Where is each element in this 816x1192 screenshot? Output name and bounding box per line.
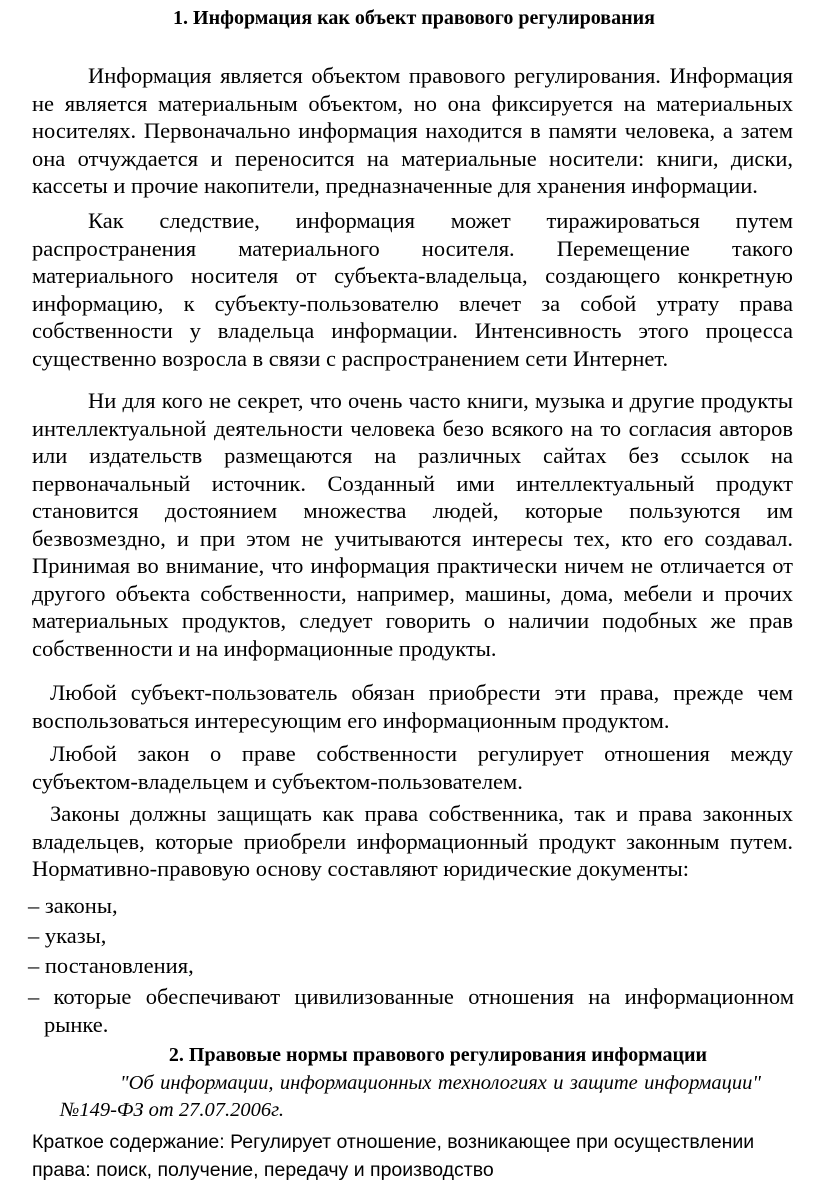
list-item-market-relations: – которые обеспечивают цивилизованные отношения на информационном рынке. [28,984,794,1037]
paragraph-3: Ни для кого не секрет, что очень часто книги, музыка и другие продукты интеллектуальной деятельности человека безо всякого на то согласия авторов или издательств размещаются на различных сайтах без ссылок на первоначальный источник. Созданный ими интеллектуальный продукт становится достоянием множества людей, которые пользуются им безвозмездно, и при этом не учитываются интересы тех, кто его создавал. Принимая во внимание, что информация практически ничем не отличается от другого объекта собственности, например, машины, дома, мебели и прочих материальных продуктов, следует говорить о наличии подобных же прав собственности и на информационные продукты. [32,388,793,661]
paragraph-6: Законы должны защищать как права собственника, так и права законных владельцев, которые приобрели информационный продукт законным путем. Нормативно-правовую основу составляют юридические документы: [32,801,793,881]
section-1-title: 1. Информация как объект правового регулирования [173,7,655,29]
list-item-laws: – законы, [28,893,118,918]
list-item-decrees: – указы, [28,923,107,948]
section-2-title: 2. Правовые нормы правового регулирования информации [168,1044,708,1066]
paragraph-4: Любой субъект-пользователь обязан приобрести эти права, прежде чем воспользоваться интересующим его информационным продуктом. [32,680,793,733]
paragraph-1: Информация является объектом правового регулирования. Информация не является материальным объектом, но она фиксируется на материальных носителях. Первоначально информация находится в памяти человека, а затем она отчуждается и переносится на материальные носители: книги, диски, кассеты и прочие накопители, предназначенные для хранения информации. [32,63,793,198]
paragraph-5: Любой закон о праве собственности регулирует отношения между субъектом-владельцем и субъектом-пользователем. [32,741,793,794]
law-summary: Краткое содержание: Регулирует отношение, возникающее при осуществлении права: поиск, получение, передачу и производство [32,1131,755,1181]
list-item-resolutions: – постановления, [28,953,194,978]
paragraph-2: Как следствие, информация может тиражироваться путем распространения материального носителя. Перемещение такого материального носителя от субъекта-владельца, создающего конкретную информацию, к субъекту-пользователю влечет за собой утрату права собственности у владельца информации. Интенсивность этого процесса существенно возросла в связи с распространением сети Интернет. [32,208,793,371]
law-title: "Об информации, информационных технологиях и защите информации" №149-ФЗ от 27.07.2006г. [60,1072,761,1121]
